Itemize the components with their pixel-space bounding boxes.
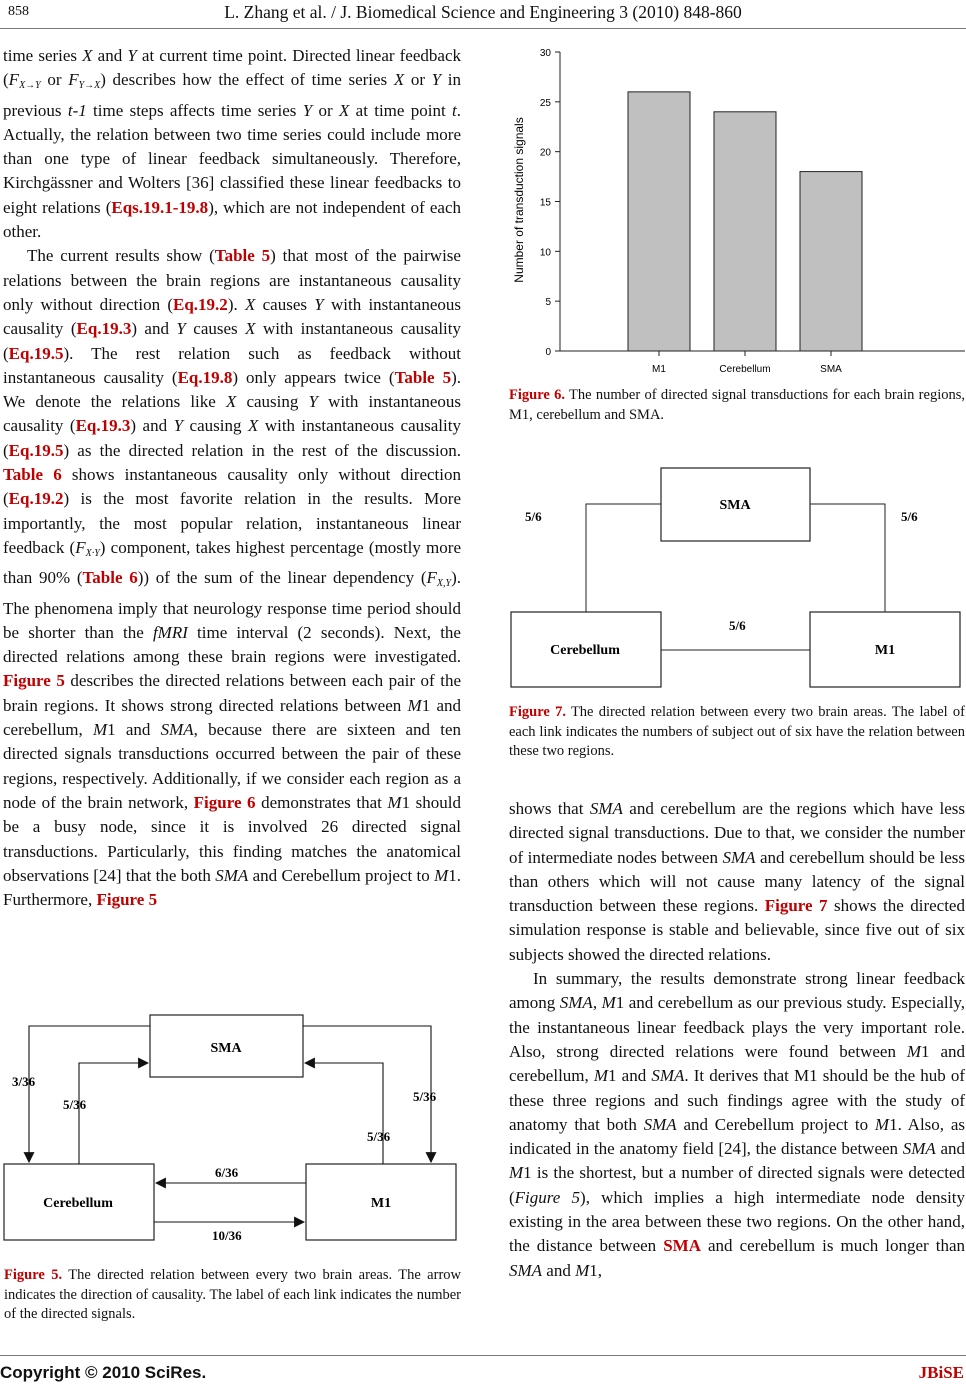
header-rule	[0, 28, 966, 29]
page-number: 858	[8, 4, 29, 19]
figure-7-caption: Figure 7. The directed relation between every two brain areas. The label of each link indicates the numbers of subject out of six have the relation between these two regions.	[509, 704, 965, 759]
y-tick-label: 25	[539, 97, 551, 109]
eq-19-2-link[interactable]: Eq.19.2	[8, 489, 64, 509]
footer-rule	[0, 1355, 966, 1356]
left-paragraph-1: time series X and Y at current time point. Directed linear feedback ($F_{X\to Y}$ or $F_{Y\to X}$) describes how the effect of time series X or Y in previous t-1 time steps affects time series Y or X at time point t. Actually, the relation between two time series could include more than one type of linear feedback simultaneously. Therefore, Kirchgässner and Wolters [36] classified these linear feedbacks to eight relations (Eqs.19.1-19.8), which are not independent of each other.	[3, 46, 461, 242]
cerebellum-node-label: Cerebellum	[43, 1196, 113, 1211]
edge-label-m1-to-sma: 5/36	[367, 1129, 391, 1144]
figure-5-caption: Figure 5. The directed relation between every two brain areas. The arrow indicates the direction of causality. The label of each link indicates the number of the directed signals.	[4, 1267, 461, 1322]
figure-6-chart	[509, 40, 965, 380]
left-column	[3, 44, 461, 912]
sma-node-label: SMA	[210, 1041, 242, 1056]
edge-sma-cerebellum	[586, 504, 661, 612]
right-column	[509, 797, 965, 1283]
bar-cerebellum	[714, 112, 776, 351]
edge-label-cerebellum-to-m1: 10/36	[212, 1228, 242, 1243]
edge-label-sma-to-cerebellum: 3/36	[12, 1074, 36, 1089]
sma-node-label: SMA	[719, 498, 751, 513]
edge-label-sma-to-m1: 5/36	[413, 1089, 437, 1104]
y-tick-label: 20	[539, 147, 551, 159]
figure-7-diagram	[509, 462, 965, 694]
right-paragraph-2: In summary, the results demonstrate strong linear feedback among SMA, M1 and cerebellum as our previous study. Especially, the instantaneous linear feedback plays the very important role. Also, strong directed relations were found between M1 and cerebellum, M1 and SMA. It derives that M1 should be the hub of these three regions and such findings agree with the study of anatomy that both SMA and Cerebellum project to M1. Also, as indicated in the anatomy field [24], the distance between SMA and M1 is the shortest, but a number of directed signals were detected (Figure 5), which implies a high intermediate node density existing in the area between these two regions. On the other hand, the distance between SMA and cerebellum is much longer than SMA and M1,	[509, 969, 966, 1280]
y-tick-label: 30	[539, 48, 551, 59]
footer-copyright: Copyright © 2010 SciRes.	[0, 1363, 207, 1382]
table-6-link[interactable]: Table 6	[3, 465, 62, 485]
table-6-link[interactable]: Table 6	[82, 568, 138, 588]
edge-label-m1-to-cerebellum: 6/36	[215, 1165, 239, 1180]
figure-5-diagram	[0, 1010, 462, 1260]
edge-label-sma-cerebellum: 5/6	[525, 509, 542, 524]
edge-label-sma-m1: 5/6	[901, 509, 918, 524]
running-header: L. Zhang et al. / J. Biomedical Science and Engineering 3 (2010) 848-860	[224, 2, 742, 22]
footer-journal: JBiSE	[918, 1363, 964, 1382]
eq-19-3-link[interactable]: Eq.19.3	[75, 416, 131, 436]
eqs-link[interactable]: Eqs.19.1-19.8	[111, 197, 209, 217]
edge-cerebellum-to-sma	[79, 1063, 148, 1164]
left-paragraph-2: The current results show (Table 5) that most of the pairwise relations between the brain regions are instantaneous causality only without direction (Eq.19.2). X causes Y with instantaneous causality (Eq.19.3) and Y causes X with instantaneous causality (Eq.19.5). The rest relation such as feedback without instantaneous causality (Eq.19.8) only appears twice (Table 5). We denote the relations like X causing Y with instantaneous causality (Eq.19.3) and Y causing X with instantaneous causality (Eq.19.5) as the directed relation in the rest of the discussion. Table 6 shows instantaneous causality only without direction (Eq.19.2) is the most favorite relation in the results. More importantly, the most popular relation, instantaneous linear feedback $(F_{X\cdot Y})$ component, takes highest percentage (mostly more than 90% (Table 6)) of the sum of the linear dependency $(F_{X,Y})$. The phenomena imply that neurology response time period should be shorter than the fMRI time interval (2 seconds). Next, the directed relations among these brain regions were investigated. Figure 5 describes the directed relations between each pair of the brain regions. It shows strong directed relations between M1 and cerebellum, M1 and SMA, because there are sixteen and ten directed signals transductions occurred between the pair of these regions, respectively. Additionally, if we consider each region as a node of the brain network, Figure 6 demonstrates that M1 should be a busy node, since it is involved 26 directed signal transductions. Particularly, this finding matches the anatomical observations [24] that the both SMA and Cerebellum project to M1. Furthermore, Figure 5	[3, 246, 462, 910]
figure-7-caption-label: Figure 7.	[509, 704, 566, 720]
x-tick-label: Cerebellum	[719, 364, 771, 375]
table-5-link[interactable]: Table 5	[394, 367, 452, 387]
right-paragraph-1: shows that SMA and cerebellum are the regions which have less directed signal transductions. Due to that, we consider the number of intermediate nodes between SMA and cerebellum should be less than others which will not cause many latency of the signal transduction between these regions. Figure 7 shows the directed simulation response is stable and believable, since five out of six subjects showed the directed relations.	[509, 799, 966, 964]
figure-5-caption-label: Figure 5.	[4, 1267, 63, 1283]
bar-m1	[628, 92, 690, 351]
figure-7-link[interactable]: Figure 7	[764, 896, 828, 916]
y-tick-label: 5	[545, 297, 551, 309]
figure-6-link[interactable]: Figure 6	[193, 792, 256, 812]
figure-5-link[interactable]: Figure 5	[3, 671, 65, 691]
edge-m1-to-sma	[305, 1063, 383, 1164]
edge-sma-to-cerebellum	[29, 1026, 150, 1162]
edge-label-cerebellum-m1: 5/6	[729, 618, 746, 633]
y-tick-label: 0	[545, 347, 551, 358]
bar-sma	[800, 172, 862, 351]
figure-6-caption-label: Figure 6.	[509, 387, 565, 403]
eq-19-2-link[interactable]: Eq.19.2	[173, 294, 228, 314]
cerebellum-node-label: Cerebellum	[550, 643, 620, 658]
figure-5-link[interactable]: Figure 5	[96, 890, 158, 910]
x-tick-label: SMA	[820, 364, 842, 375]
figure-6-caption: Figure 6. The number of directed signal transductions for each brain regions, M1, cerebellum and SMA.	[509, 387, 965, 423]
m1-node-label: M1	[370, 1196, 392, 1211]
figure-5-link[interactable]: SMA	[663, 1236, 701, 1256]
edge-sma-m1	[810, 504, 885, 612]
x-tick-label: M1	[652, 364, 666, 375]
edge-label-cerebellum-to-sma: 5/36	[63, 1097, 87, 1112]
eq-19-5-link[interactable]: Eq.19.5	[8, 343, 64, 363]
m1-node-label: M1	[874, 643, 896, 658]
y-tick-label: 10	[539, 247, 551, 259]
eq-19-3-link[interactable]: Eq.19.3	[76, 319, 132, 339]
y-tick-label: 15	[539, 197, 551, 209]
eq-19-5-link[interactable]: Eq.19.5	[8, 440, 64, 460]
eq-19-8-link[interactable]: Eq.19.8	[177, 367, 233, 387]
table-5-link[interactable]: Table 5	[214, 246, 271, 266]
y-axis-label: Number of transduction signals	[512, 117, 526, 283]
